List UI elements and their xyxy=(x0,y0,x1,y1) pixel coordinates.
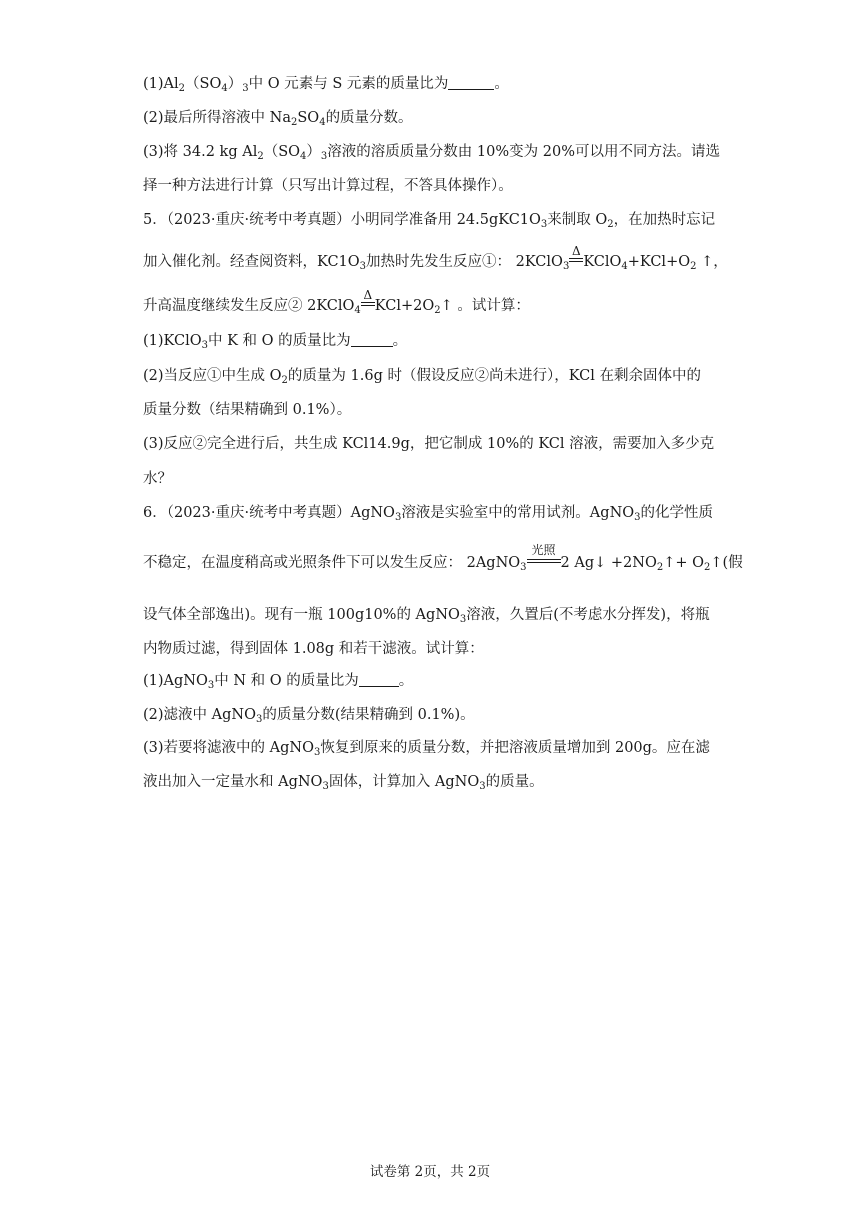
text: 的质量。 xyxy=(485,774,544,790)
subscript: 3 xyxy=(459,614,467,625)
subscript: 2 xyxy=(178,83,186,94)
q6-part3-line2 xyxy=(143,772,723,792)
q5-stem-line3 xyxy=(143,288,723,316)
text: 加热时先发生反应①： xyxy=(366,254,512,270)
text: 溶液的溶质质量分数由 10%变为 20%可以用不同方法。请选 xyxy=(327,144,720,160)
text: ，在加热时忘记 xyxy=(613,212,716,228)
text: SO xyxy=(297,110,320,126)
subscript: 3 xyxy=(207,680,215,691)
text: ↑+ O xyxy=(663,555,705,571)
heat-condition xyxy=(361,288,375,316)
text: 加入催化剂。经查阅资料，KC1O xyxy=(143,254,360,270)
subscript: 3 xyxy=(634,512,641,523)
answer-blank[interactable] xyxy=(448,75,494,90)
text: （SO xyxy=(263,144,301,160)
text: (3)若要将滤液中的 AgNO xyxy=(143,740,314,756)
subscript: 3 xyxy=(242,83,249,94)
text: 中 N 和 O 的质量比为 xyxy=(214,673,359,689)
reaction-2 xyxy=(307,288,457,316)
subscript: 3 xyxy=(320,151,328,162)
q5-part3-line2: 水？ xyxy=(143,471,172,487)
text: 恢复到原来的质量分数，并把溶液质量增加到 200g。应在滤 xyxy=(320,740,710,756)
subscript: 4 xyxy=(300,151,307,162)
subscript: 4 xyxy=(621,261,628,272)
q6-part1 xyxy=(143,671,723,691)
subscript: 2 xyxy=(607,219,614,230)
q5-stem-line1 xyxy=(143,210,723,230)
subscript: 3 xyxy=(359,261,367,272)
q5-part2-line1 xyxy=(143,366,723,386)
subscript: 2 xyxy=(281,375,288,386)
subscript: 3 xyxy=(201,340,208,351)
text: 2AgNO xyxy=(466,555,521,571)
text: 5．（2023·重庆·统考中考真题）小明同学准备用 24.5gKC1O xyxy=(143,212,541,228)
text: ） xyxy=(306,144,321,160)
text: (1)KClO xyxy=(143,333,202,349)
subscript: 4 xyxy=(319,117,326,128)
text: (3)将 34.2 kg Al xyxy=(143,144,258,160)
condition-label: Δ xyxy=(363,288,373,302)
text: ↑(假 xyxy=(710,555,743,571)
text: 2 Ag↓ +2NO xyxy=(560,555,657,571)
text: +KCl+O xyxy=(627,254,691,270)
text: ↑， xyxy=(696,254,728,270)
subscript: 2 xyxy=(704,562,711,573)
subscript: 3 xyxy=(322,781,329,792)
text: 的化学性质 xyxy=(640,505,714,521)
subscript: 4 xyxy=(354,305,361,316)
text: 6．（2023·重庆·统考中考真题）AgNO xyxy=(143,505,395,521)
text: 固体，计算加入 AgNO xyxy=(328,774,480,790)
q5-part2-line2: 质量分数（结果精确到 0.1%）。 xyxy=(143,402,352,418)
answer-blank[interactable] xyxy=(351,332,393,347)
text: 中 K 和 O 的质量比为 xyxy=(207,333,351,349)
text: 。 xyxy=(494,76,509,92)
text: 。 xyxy=(392,333,408,349)
subscript: 2 xyxy=(690,261,697,272)
answer-blank[interactable] xyxy=(359,672,399,687)
q4-part3-line1 xyxy=(143,142,723,162)
text: 不稳定，在温度稍高或光照条件下可以发生反应： xyxy=(143,555,462,571)
q4-part2 xyxy=(143,108,723,128)
q6-stem-line1 xyxy=(143,503,723,523)
text: 升高温度继续发生反应② xyxy=(143,298,303,314)
heat-condition xyxy=(569,244,583,272)
condition-label: Δ xyxy=(571,244,581,258)
subscript: 4 xyxy=(221,83,228,94)
text: 2KClO xyxy=(307,298,355,314)
subscript: 3 xyxy=(255,714,263,725)
text: 。试计算： xyxy=(457,298,530,314)
text: 的质量分数(结果精确到 0.1%)。 xyxy=(262,707,475,723)
q6-stem-line2 xyxy=(143,543,743,573)
subscript: 2 xyxy=(656,562,664,573)
q5-part3-line1: (3)反应②完全进行后，共生成 KCl14.9g，把它制成 10%的 KCl 溶液，需要加入多少克 xyxy=(143,436,715,452)
text: 的质量为 1.6g 时（假设反应②尚未进行），KCl 在剩余固体中的 xyxy=(287,368,702,384)
page-footer: 试卷第 2页，共 2页 xyxy=(369,1164,491,1180)
text: 设气体全部逸出)。现有一瓶 100g10%的 AgNO xyxy=(143,607,460,623)
q6-part3-line1 xyxy=(143,738,723,758)
text: 中 O 元素与 S 元素的质量比为 xyxy=(248,76,449,92)
text: 溶液，久置后(不考虑水分挥发)，将瓶 xyxy=(466,607,710,623)
text: (2)最后所得溶液中 Na xyxy=(143,110,291,126)
subscript: 2 xyxy=(290,117,298,128)
subscript: 3 xyxy=(313,747,321,758)
text: (1)Al xyxy=(143,76,179,92)
reaction-3 xyxy=(466,543,743,573)
text: ↑ xyxy=(440,298,453,314)
text: ） xyxy=(227,76,243,92)
text: KCl+2O xyxy=(374,298,435,314)
subscript: 3 xyxy=(562,261,570,272)
subscript: 3 xyxy=(520,562,527,573)
q6-stem-line3 xyxy=(143,605,723,625)
subscript: 3 xyxy=(540,219,548,230)
subscript: 3 xyxy=(479,781,486,792)
text: (2)当反应①中生成 O xyxy=(143,368,282,384)
text: 。 xyxy=(398,673,414,689)
q6-stem-line4: 内物质过滤，得到固体 1.08g 和若干滤液。试计算： xyxy=(143,641,484,657)
condition-label: 光照 xyxy=(531,543,556,557)
subscript: 3 xyxy=(394,512,402,523)
q6-part2 xyxy=(143,705,723,725)
text: 来制取 O xyxy=(547,212,608,228)
text: (1)AgNO xyxy=(143,673,208,689)
light-condition xyxy=(527,543,561,573)
subscript: 2 xyxy=(434,305,441,316)
q5-stem-line2 xyxy=(143,244,728,272)
text: 溶液是实验室中的常用试剂。AgNO xyxy=(401,505,635,521)
q4-part3-line2: 择一种方法进行计算（只写出计算过程，不答具体操作）。 xyxy=(143,178,513,194)
subscript: 2 xyxy=(257,151,264,162)
text: 2KClO xyxy=(515,254,563,270)
q4-part1 xyxy=(143,74,723,94)
text: KClO xyxy=(583,254,622,270)
text: 液出加入一定量水和 AgNO xyxy=(143,774,323,790)
text: (2)滤液中 AgNO xyxy=(143,707,256,723)
reaction-1 xyxy=(515,244,728,272)
text: 的质量分数。 xyxy=(325,110,413,126)
text: （SO xyxy=(185,76,222,92)
q5-part1 xyxy=(143,331,723,351)
